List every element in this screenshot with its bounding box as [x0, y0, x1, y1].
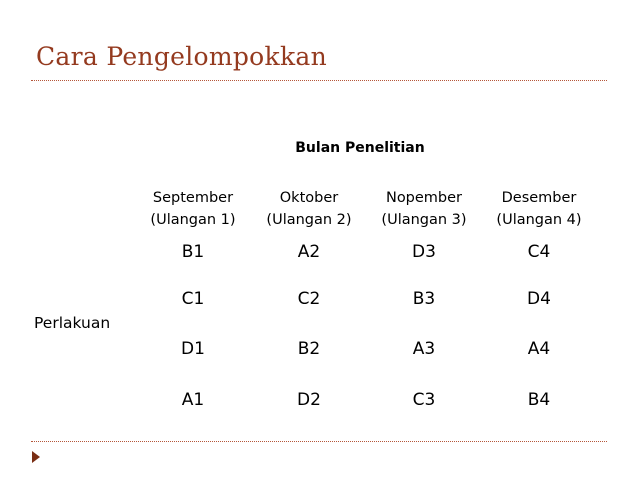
column-header-2	[249, 187, 369, 231]
table-cell: A3	[412, 339, 436, 359]
table-cell: C1	[181, 289, 205, 309]
group-header: Bulan Penelitian	[295, 140, 425, 156]
table-cell: D3	[412, 242, 436, 262]
table-cell: A4	[527, 339, 551, 359]
bullet-arrow-icon	[32, 451, 40, 463]
column-month: Desember	[501, 190, 577, 206]
table-cell: B4	[527, 390, 551, 410]
column-month: September	[152, 190, 234, 206]
table-cell: C3	[412, 390, 436, 410]
column-repeat: (Ulangan 4)	[496, 212, 582, 228]
column-header-3	[364, 187, 484, 231]
column-header-4	[479, 187, 599, 231]
footer-divider	[31, 441, 607, 442]
table-cell: A1	[181, 390, 205, 410]
table-cell: B1	[181, 242, 205, 262]
column-month: Oktober	[279, 190, 339, 206]
title-divider	[31, 80, 607, 81]
column-repeat: (Ulangan 2)	[266, 212, 352, 228]
column-repeat: (Ulangan 1)	[150, 212, 236, 228]
table-cell: B3	[412, 289, 436, 309]
slide-title: Cara Pengelompokkan	[36, 42, 328, 71]
column-header-1	[133, 187, 253, 231]
table-cell: D2	[297, 390, 321, 410]
table-cell: D1	[181, 339, 205, 359]
table-cell: D4	[527, 289, 551, 309]
table-cell: B2	[297, 339, 321, 359]
column-month: Nopember	[385, 190, 463, 206]
column-repeat: (Ulangan 3)	[381, 212, 467, 228]
table-cell: C2	[297, 289, 321, 309]
table-cell: A2	[297, 242, 321, 262]
table-cell: C4	[527, 242, 551, 262]
row-label: Perlakuan	[34, 314, 111, 332]
